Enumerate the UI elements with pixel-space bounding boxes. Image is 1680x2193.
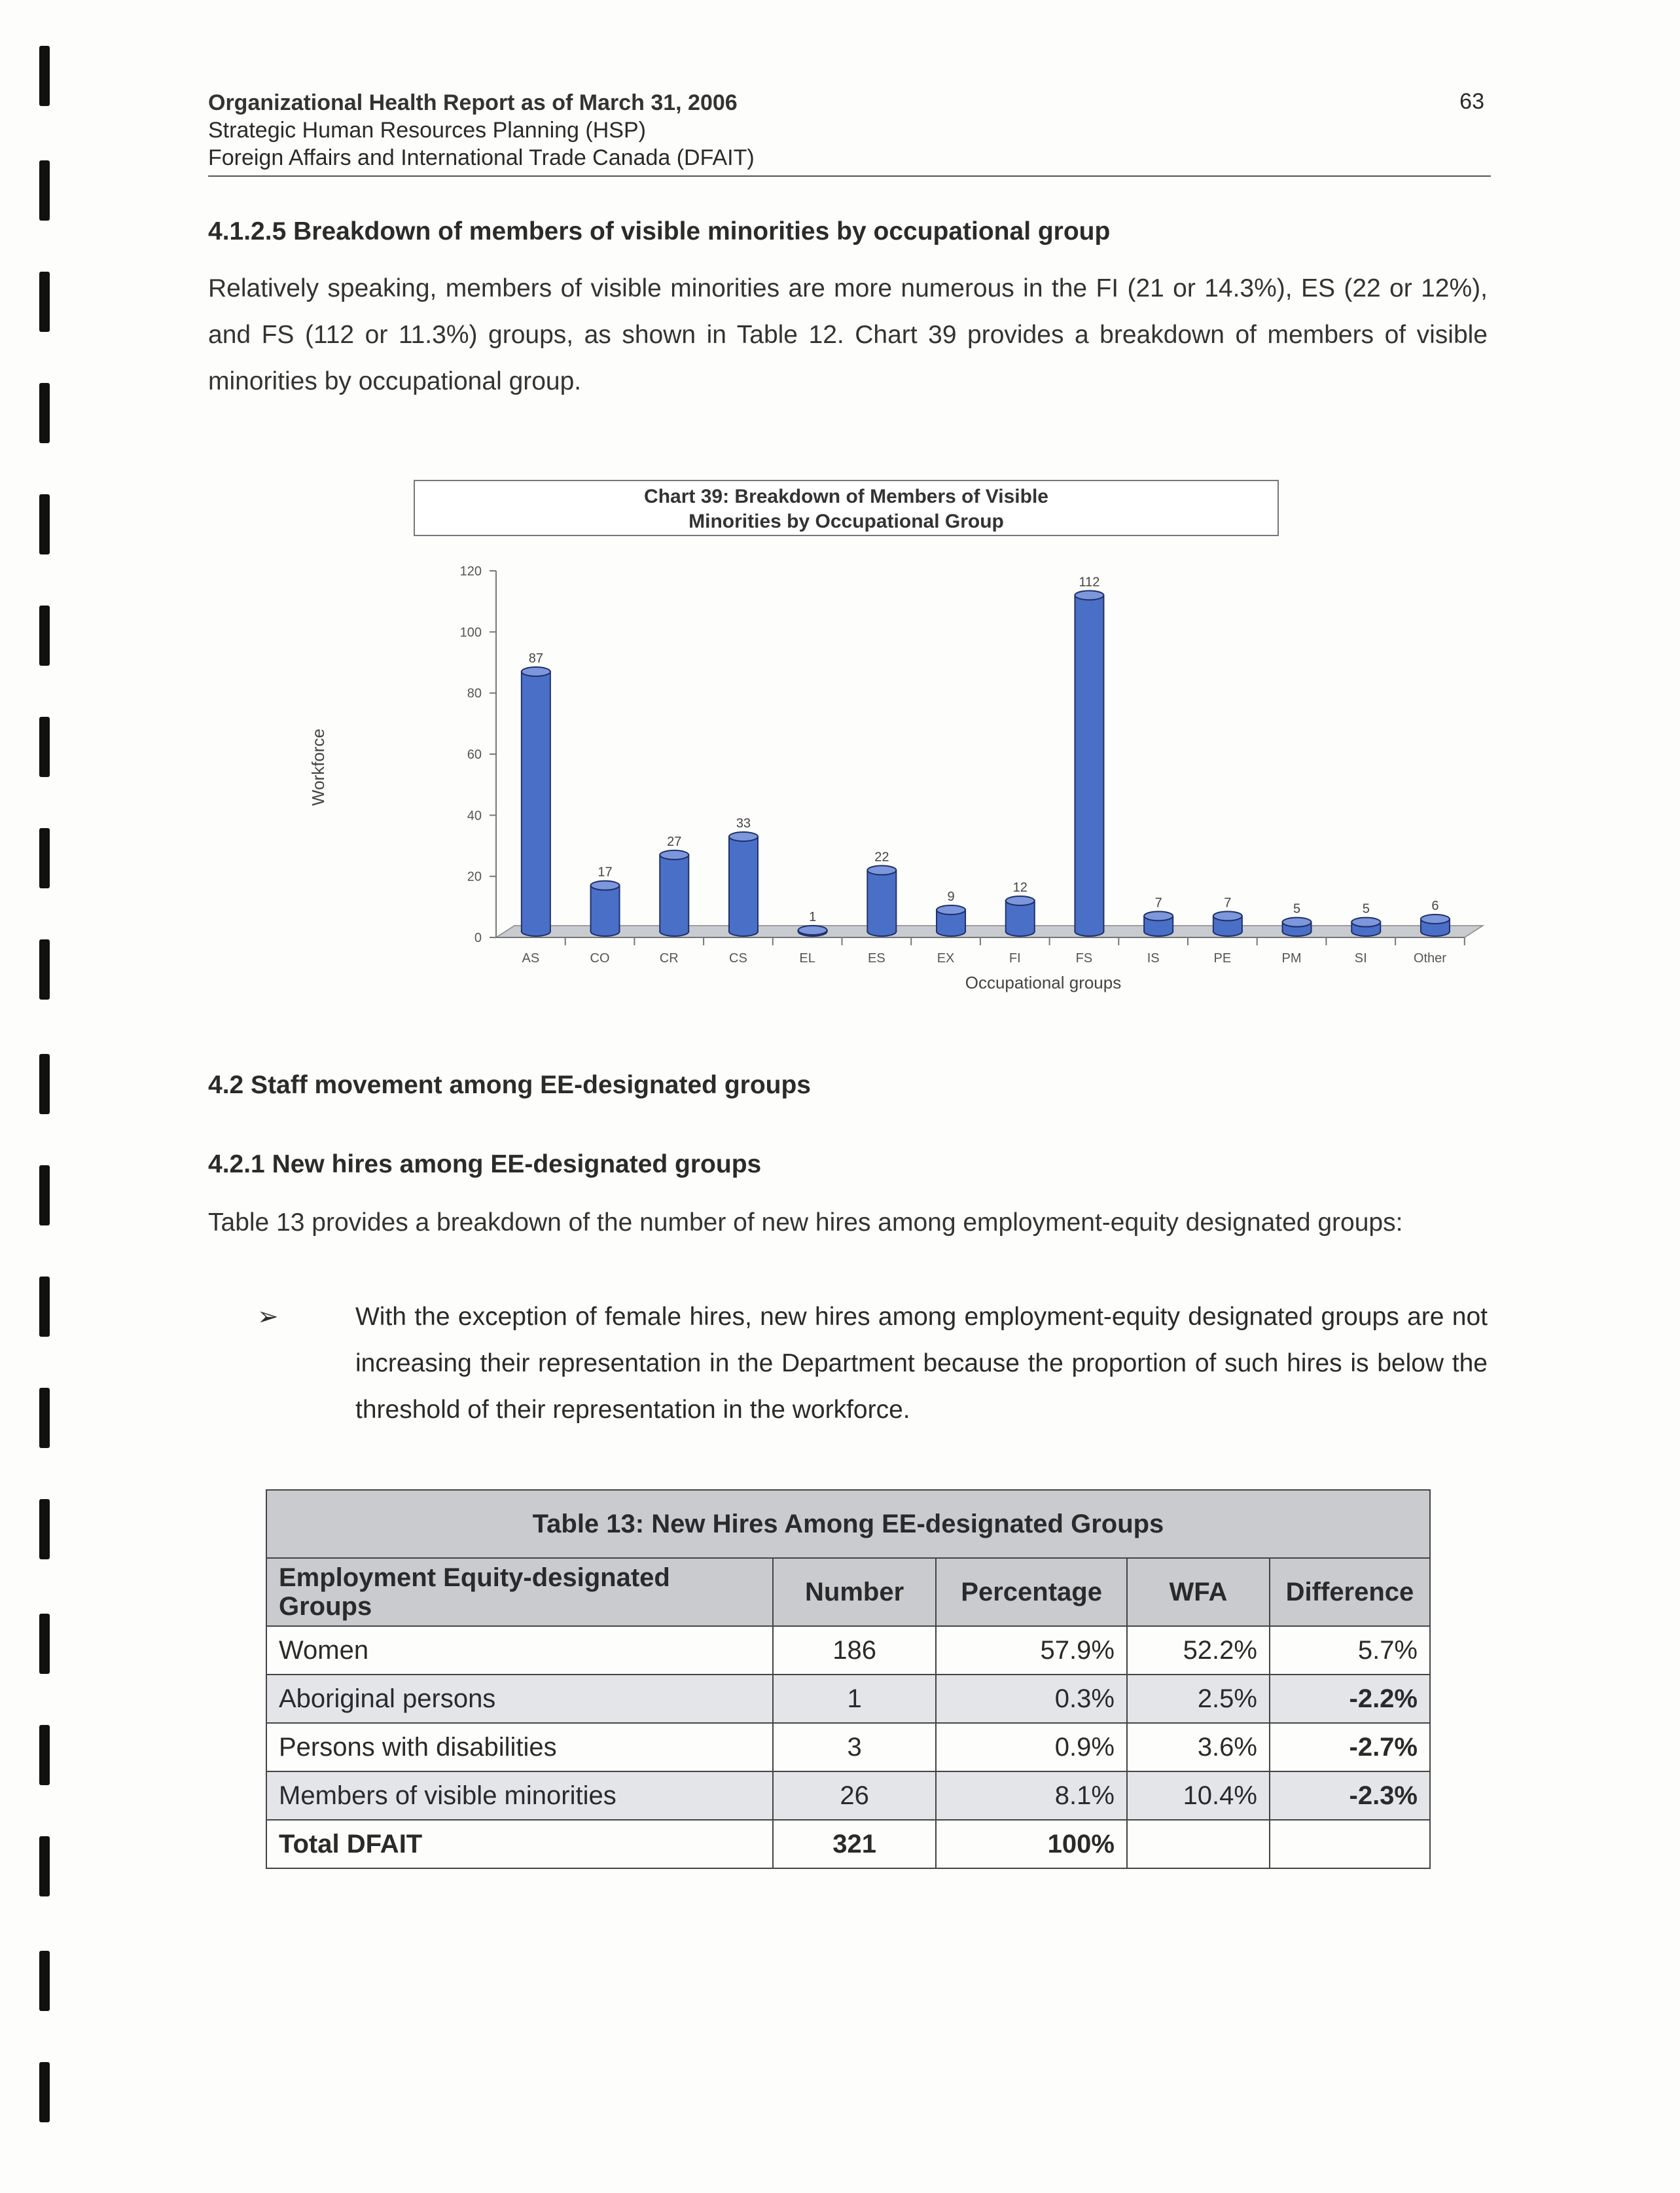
- x-tick-label: IS: [1147, 951, 1160, 966]
- header-percentage: Percentage: [936, 1558, 1127, 1626]
- cell-percentage: 0.3%: [936, 1675, 1127, 1723]
- data-label-EL: 1: [809, 910, 817, 924]
- x-tick-label: ES: [868, 951, 885, 966]
- cell-difference: 5.7%: [1270, 1626, 1430, 1675]
- chart-floor: [496, 926, 1483, 937]
- bar-FS: [1075, 590, 1103, 936]
- cell-wfa: 10.4%: [1127, 1771, 1270, 1820]
- table-header-row: [266, 1558, 1430, 1626]
- binding-holes: [34, 0, 54, 2193]
- bar-FI: [1006, 896, 1035, 936]
- section-heading-4-2-1: 4.2.1 New hires among EE-designated groups: [208, 1150, 762, 1178]
- paragraph-visible-minorities: Relatively speaking, members of visible minorities are more numerous in the FI (21 or 14.3%), ES (22 or 12%), and FS (112 or 11.3%) groups, as shown in Table 12. Chart 39 provides a breakdown of members of visible minorities by occupational group.: [208, 274, 1488, 395]
- cell-total-percentage: 100%: [936, 1820, 1127, 1868]
- chart-title-line1: Chart 39: Breakdown of Members of Visible: [644, 486, 1048, 507]
- cell-wfa: 52.2%: [1127, 1626, 1270, 1675]
- x-tick-label: CO: [590, 951, 610, 966]
- cell-number: 1: [773, 1675, 937, 1723]
- bar-Other: [1421, 915, 1450, 936]
- x-tick-label: PE: [1213, 951, 1232, 966]
- page-header: [208, 89, 1491, 177]
- cell-difference: -2.2%: [1270, 1675, 1430, 1723]
- x-tick-label: Other: [1413, 951, 1446, 966]
- cell-percentage: 57.9%: [936, 1626, 1127, 1675]
- x-tick-label: PM: [1281, 951, 1302, 966]
- bar-PE: [1213, 911, 1242, 936]
- data-label-EX: 9: [947, 890, 955, 904]
- table-row: [266, 1723, 1430, 1771]
- header-groups: Employment Equity-designated Groups: [266, 1558, 773, 1626]
- y-tick-label: 40: [467, 808, 482, 824]
- bar-EL: [798, 926, 827, 936]
- data-label-SI: 5: [1362, 901, 1370, 916]
- cell-group: Women: [266, 1626, 773, 1675]
- table-row: [266, 1771, 1430, 1820]
- x-tick-label: EX: [937, 951, 955, 966]
- bar-AS: [522, 667, 550, 936]
- y-tick-label: 120: [459, 564, 482, 579]
- x-tick-label: EL: [799, 951, 815, 966]
- y-axis-label: Workforce: [308, 729, 328, 806]
- bar-CO: [591, 881, 620, 936]
- y-tick-label: 60: [467, 748, 482, 762]
- data-label-CR: 27: [667, 835, 682, 849]
- cell-percentage: 8.1%: [936, 1771, 1127, 1820]
- x-tick-label: CR: [659, 951, 679, 966]
- data-label-PM: 5: [1293, 901, 1301, 916]
- cell-difference: -2.3%: [1270, 1771, 1430, 1820]
- data-label-FS: 112: [1079, 575, 1100, 590]
- cell-number: 186: [773, 1626, 937, 1675]
- report-department: Foreign Affairs and International Trade Canada (DFAIT): [208, 145, 755, 170]
- bar-SI: [1351, 918, 1380, 936]
- x-tick-label: AS: [522, 951, 540, 966]
- bar-EX: [937, 905, 965, 936]
- data-label-PE: 7: [1224, 896, 1232, 911]
- section-heading-4-2: 4.2 Staff movement among EE-designated groups: [208, 1071, 811, 1099]
- bullet-text: With the exception of female hires, new hires among employment-equity designated groups are not increasing their representation in the Department because the proportion of such hires is below the threshold of their representation in the workforce.: [355, 1303, 1488, 1424]
- report-title: Organizational Health Report as of March 31, 2006: [208, 90, 738, 115]
- section-heading-4-1-2-5: 4.1.2.5 Breakdown of members of visible minorities by occupational group: [208, 217, 1111, 245]
- cell-total-wfa: [1127, 1820, 1270, 1868]
- table-caption: Table 13: New Hires Among EE-designated Groups: [266, 1490, 1430, 1558]
- x-tick-label: SI: [1354, 951, 1367, 966]
- bar-CS: [729, 832, 758, 936]
- cell-total-number: 321: [773, 1820, 937, 1868]
- table-13: [266, 1489, 1431, 1869]
- x-tick-label: FS: [1075, 951, 1093, 966]
- cell-wfa: 3.6%: [1127, 1723, 1270, 1771]
- y-tick-label: 80: [467, 686, 482, 701]
- report-subtitle: Strategic Human Resources Planning (HSP): [208, 118, 646, 143]
- table-total-row: [266, 1820, 1430, 1868]
- bar-ES: [867, 865, 896, 936]
- x-axis-label: Occupational groups: [965, 973, 1122, 992]
- bar-PM: [1283, 918, 1312, 936]
- y-tick-label: 0: [474, 931, 482, 945]
- x-tick-label: CS: [729, 951, 747, 966]
- bullet-marker: ➢: [257, 1303, 279, 1331]
- cell-group: Persons with disabilities: [266, 1723, 773, 1771]
- cell-group: Members of visible minorities: [266, 1771, 773, 1820]
- paragraph-new-hires: Table 13 provides a breakdown of the number of new hires among employment-equity designated groups:: [208, 1208, 1403, 1237]
- data-label-AS: 87: [528, 651, 543, 666]
- cell-percentage: 0.9%: [936, 1723, 1127, 1771]
- bullet-item: [257, 1294, 1488, 1433]
- header-difference: Difference: [1270, 1558, 1430, 1626]
- y-tick-label: 20: [467, 869, 482, 884]
- bar-IS: [1144, 911, 1173, 936]
- table-row: [266, 1626, 1430, 1675]
- table-row: [266, 1675, 1430, 1723]
- bar-CR: [660, 850, 688, 936]
- data-label-IS: 7: [1154, 896, 1162, 911]
- data-label-CS: 33: [736, 816, 751, 831]
- cell-difference: -2.7%: [1270, 1723, 1430, 1771]
- x-tick-label: FI: [1009, 951, 1021, 966]
- data-label-CO: 17: [598, 865, 613, 880]
- cell-group: Aboriginal persons: [266, 1675, 773, 1723]
- cell-total-label: Total DFAIT: [266, 1820, 773, 1868]
- data-label-ES: 22: [874, 850, 889, 865]
- chart-title-line2: Minorities by Occupational Group: [688, 511, 1004, 532]
- cell-number: 26: [773, 1771, 937, 1820]
- data-label-Other: 6: [1431, 899, 1439, 913]
- page-number: 63: [1459, 89, 1484, 114]
- cell-total-difference: [1270, 1820, 1430, 1868]
- chart-39: [300, 471, 1491, 1008]
- header-wfa: WFA: [1127, 1558, 1270, 1626]
- header-number: Number: [773, 1558, 937, 1626]
- cell-wfa: 2.5%: [1127, 1675, 1270, 1723]
- y-tick-label: 100: [459, 625, 482, 640]
- data-label-FI: 12: [1012, 880, 1028, 895]
- cell-number: 3: [773, 1723, 937, 1771]
